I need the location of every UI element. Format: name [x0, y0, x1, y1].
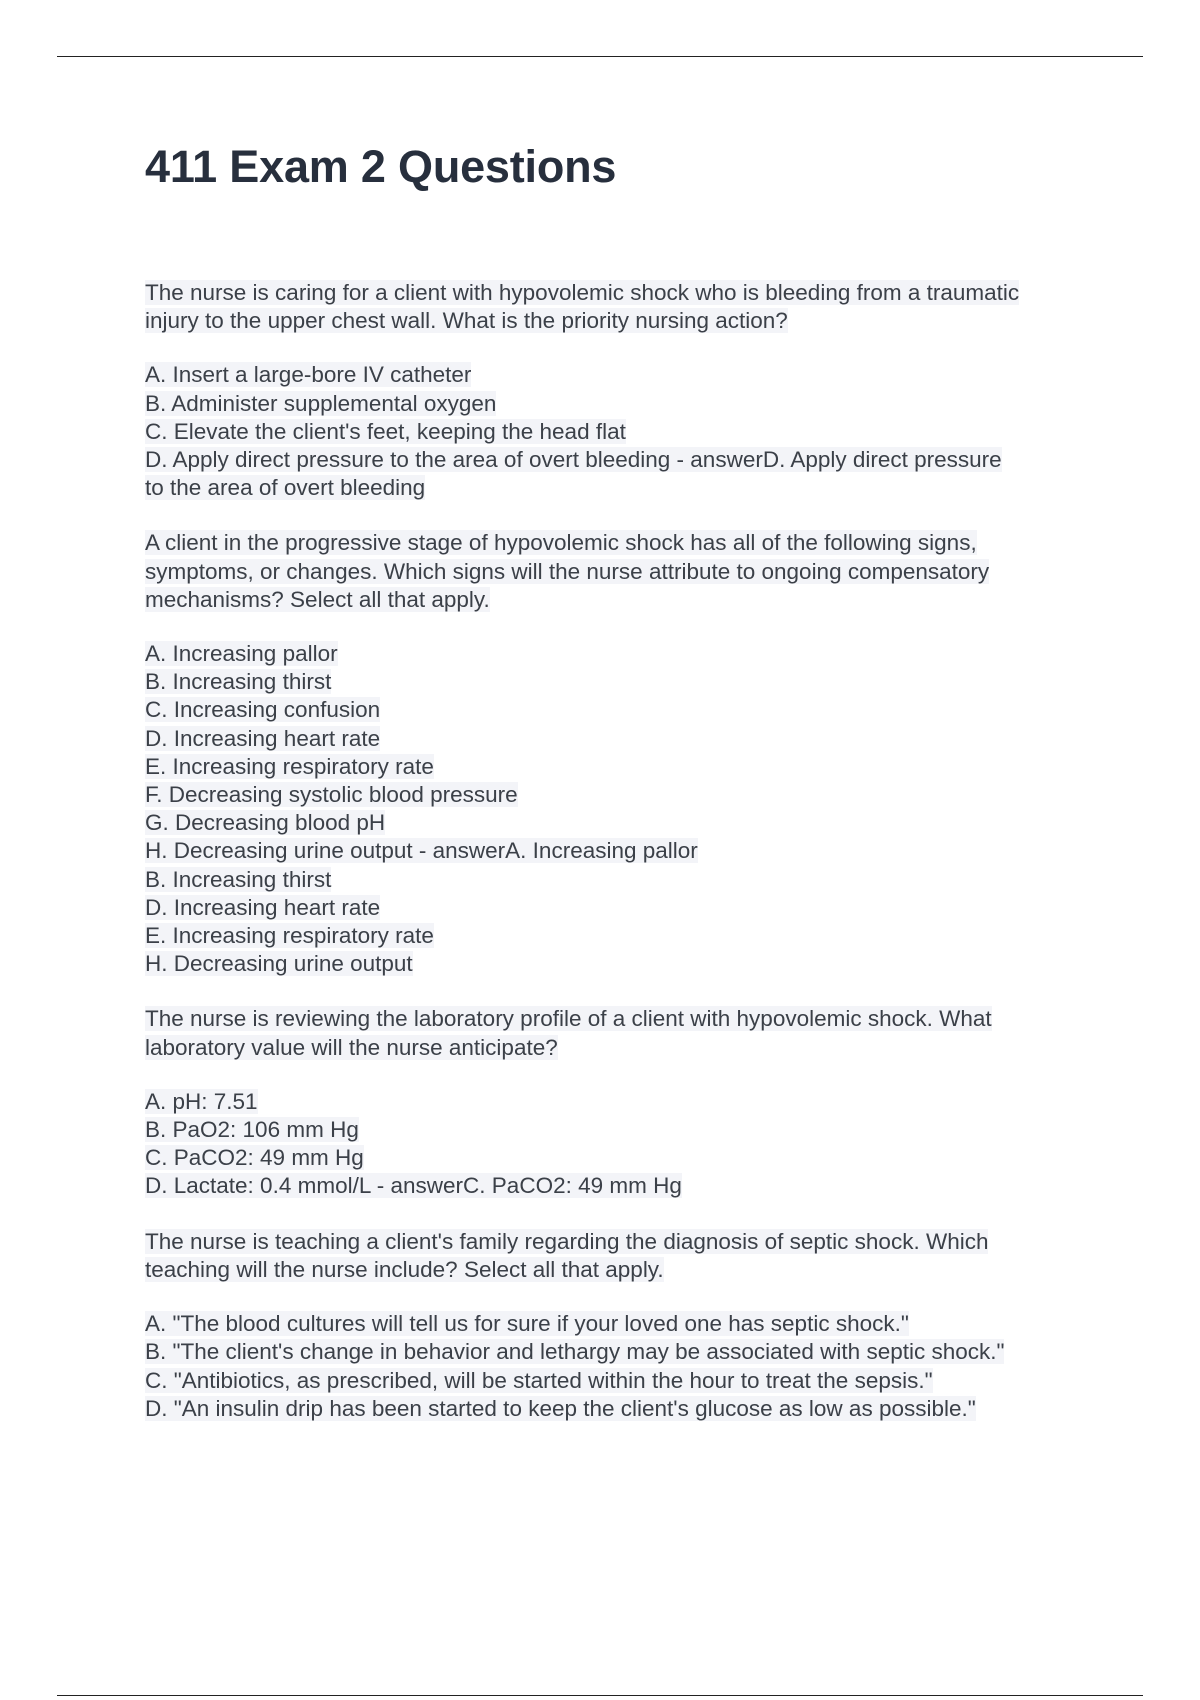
- question-3-options: [145, 1088, 1105, 1201]
- option-line: C. "Antibiotics, as prescribed, will be started within the hour to treat the sepsis.": [145, 1367, 933, 1393]
- option-line: F. Decreasing systolic blood pressure: [145, 782, 518, 808]
- stem-line: The nurse is teaching a client's family regarding the diagnosis of septic shock. Which: [145, 1228, 989, 1254]
- option-line: H. Decreasing urine output: [145, 951, 413, 977]
- option-line: B. "The client's change in behavior and lethargy may be associated with septic shock.": [145, 1339, 1005, 1365]
- question-1: [145, 279, 1105, 502]
- header-rule: [57, 56, 1143, 57]
- option-line: C. PaCO2: 49 mm Hg: [145, 1145, 364, 1171]
- stem-line: teaching will the nurse include? Select all that apply.: [145, 1256, 664, 1282]
- question-4-options: [145, 1310, 1105, 1423]
- option-line: D. Lactate: 0.4 mmol/L - answerC. PaCO2: 49 mm Hg: [145, 1173, 682, 1199]
- option-line: C. Increasing confusion: [145, 697, 381, 723]
- question-2-options: [145, 640, 1105, 978]
- option-line: D. Increasing heart rate: [145, 894, 381, 920]
- document-body: [145, 140, 1105, 1423]
- stem-line: A client in the progressive stage of hypovolemic shock has all of the following signs,: [145, 530, 977, 556]
- option-line: B. Increasing thirst: [145, 669, 332, 695]
- option-line: E. Increasing respiratory rate: [145, 923, 434, 949]
- question-4-stem: [145, 1228, 1105, 1284]
- option-line: A. "The blood cultures will tell us for sure if your loved one has septic shock.": [145, 1311, 909, 1337]
- option-line: H. Decreasing urine output - answerA. Increasing pallor: [145, 838, 698, 864]
- option-line: E. Increasing respiratory rate: [145, 753, 434, 779]
- stem-line: symptoms, or changes. Which signs will the nurse attribute to ongoing compensatory: [145, 558, 990, 584]
- option-line: D. Apply direct pressure to the area of overt bleeding - answerD. Apply direct pressure: [145, 447, 1002, 473]
- footer-rule: [57, 1695, 1143, 1696]
- question-1-options: [145, 361, 1105, 502]
- stem-line: injury to the upper chest wall. What is the priority nursing action?: [145, 308, 788, 334]
- option-line: A. Increasing pallor: [145, 641, 338, 667]
- question-2: [145, 529, 1105, 978]
- stem-line: The nurse is caring for a client with hypovolemic shock who is bleeding from a traumatic: [145, 280, 1020, 305]
- option-line: A. Insert a large-bore IV catheter: [145, 362, 472, 388]
- option-line: C. Elevate the client's feet, keeping the head flat: [145, 418, 626, 444]
- stem-line: The nurse is reviewing the laboratory profile of a client with hypovolemic shock. What: [145, 1006, 992, 1032]
- question-3-stem: [145, 1005, 1105, 1061]
- option-line: B. PaO2: 106 mm Hg: [145, 1117, 359, 1143]
- question-1-stem: [145, 279, 1105, 335]
- stem-line: mechanisms? Select all that apply.: [145, 586, 490, 612]
- question-3: [145, 1005, 1105, 1200]
- option-line: A. pH: 7.51: [145, 1088, 258, 1114]
- question-4: [145, 1228, 1105, 1423]
- option-line: G. Decreasing blood pH: [145, 810, 386, 836]
- stem-line: laboratory value will the nurse anticipate?: [145, 1034, 558, 1060]
- option-line: to the area of overt bleeding: [145, 475, 426, 501]
- question-list: [145, 279, 1105, 1423]
- document-title: 411 Exam 2 Questions: [145, 141, 617, 192]
- option-line: B. Administer supplemental oxygen: [145, 390, 497, 416]
- option-line: B. Increasing thirst: [145, 866, 332, 892]
- option-line: D. Increasing heart rate: [145, 725, 381, 751]
- question-2-stem: [145, 529, 1105, 614]
- option-line: D. "An insulin drip has been started to keep the client's glucose as low as possible.": [145, 1395, 976, 1421]
